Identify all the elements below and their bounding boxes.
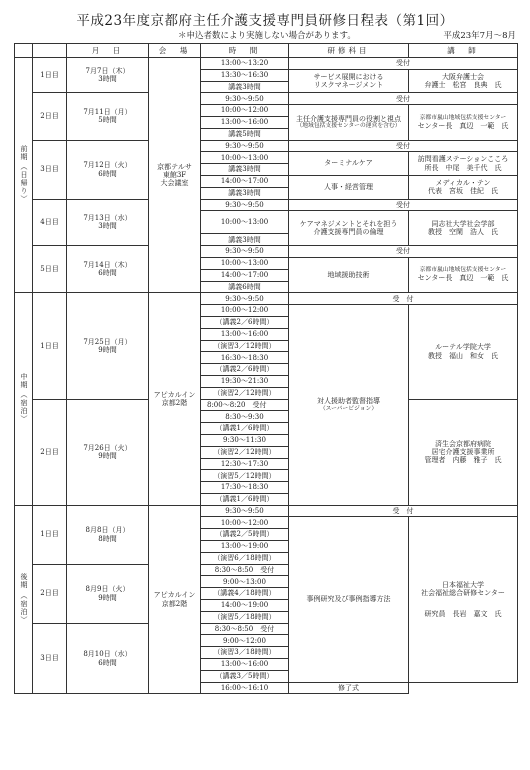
time-slot: 13:00～16:00 — [201, 328, 289, 340]
lecturer: 訪問看護ステーションこころ 所長 中尾 美千代 氏 — [409, 152, 518, 176]
time-slot: 10:00～12:00 — [201, 305, 289, 317]
lecturer: 済生会京都府病院 居宅介護支援事業所 管理者 内藤 雅子 氏 — [409, 399, 518, 505]
reception: 受付 — [289, 246, 518, 258]
time-note: （演習5／12時間） — [201, 470, 289, 482]
venue-early: 京都テルサ 東館3F 大会議室 — [149, 58, 201, 293]
time-note: （講義1／6時間） — [201, 423, 289, 435]
time-slot: 10:00～12:00 — [201, 105, 289, 117]
time-note: （演習2／12時間） — [201, 387, 289, 399]
day-label: 3日目 — [33, 140, 67, 199]
time-note: 講義3時間 — [201, 164, 289, 176]
time-note: （講義2／5時間） — [201, 529, 289, 541]
time-slot: 13:00～16:00 — [201, 659, 289, 671]
time-slot: 8:00～8:20 受付 — [201, 399, 289, 411]
lecturer: 大阪弁護士会 弁護士 松宮 良典 氏 — [409, 69, 518, 93]
reception: 受付 — [289, 93, 518, 105]
reception: 受 付 — [289, 293, 518, 305]
time-slot: 12:30～17:30 — [201, 458, 289, 470]
time-note: 講義6時間 — [201, 281, 289, 293]
time-slot: 8:30～8:50 受付 — [201, 564, 289, 576]
subject: 事例研究及び事例指導方法 — [289, 517, 409, 682]
header-term — [15, 44, 33, 58]
time-slot: 17:30～18:30 — [201, 482, 289, 494]
day-label: 2日目 — [33, 564, 67, 623]
time-note: （講義2／6時間） — [201, 316, 289, 328]
term-late: 後期 （宿泊） — [15, 505, 33, 694]
time-slot: 9:00～12:00 — [201, 635, 289, 647]
subject: 主任介護支援専門員の役割と視点 （地域包括支援センターの運営を含む） — [289, 105, 409, 140]
time-slot: 13:00～13:20 — [201, 58, 289, 70]
subject: ケアマネジメントとそれを担う 介護支援専門員の倫理 — [289, 211, 409, 246]
time-slot: 14:00～19:00 — [201, 600, 289, 612]
time-slot: 8:30～8:50 受付 — [201, 623, 289, 635]
day-label: 1日目 — [33, 293, 67, 399]
day-date: 7月13日（水） 3時間 — [67, 199, 149, 246]
time-note: （演習6／18時間） — [201, 552, 289, 564]
header-lecturer: 講 師 — [409, 44, 518, 58]
time-slot: 9:30～9:50 — [201, 246, 289, 258]
time-slot: 10:00～13:00 — [201, 211, 289, 234]
time-note: （演習5／18時間） — [201, 611, 289, 623]
subject: ターミナルケア — [289, 152, 409, 176]
subject: 地域援助技術 — [289, 257, 409, 292]
schedule-table — [14, 43, 518, 694]
time-slot: 14:00～17:00 — [201, 175, 289, 187]
lecturer: 同志社大学社会学部 教授 空閑 浩人 氏 — [409, 211, 518, 246]
lecturer: メディカル・テン 代表 宮坂 佳紀 氏 — [409, 175, 518, 199]
header-date: 月 日 — [67, 44, 149, 58]
time-note: （演習2／12時間） — [201, 446, 289, 458]
header-day — [33, 44, 67, 58]
reception: 受 付 — [289, 505, 518, 517]
venue-late: アピカルイン 京都2階 — [149, 505, 201, 694]
day-date: 7月25日（月） 9時間 — [67, 293, 149, 399]
day-date: 8月9日（火） 9時間 — [67, 564, 149, 623]
header-venue: 会 場 — [149, 44, 201, 58]
lecturer: 日本福祉大学 社会福祉総合研修センター 研究員 長岩 嘉文 氏 — [409, 517, 518, 682]
header-time: 時 間 — [201, 44, 289, 58]
time-note: 講義3時間 — [201, 234, 289, 246]
time-slot: 14:00～17:00 — [201, 269, 289, 281]
day-label: 2日目 — [33, 93, 67, 140]
lecturer: ルーテル学院大学 教授 福山 和女 氏 — [409, 305, 518, 399]
time-note: （演習3／18時間） — [201, 647, 289, 659]
day-label: 2日目 — [33, 399, 67, 505]
term-early: 前期 （日帰り） — [15, 58, 33, 293]
venue-middle: アピカルイン 京都2階 — [149, 293, 201, 505]
time-slot: 9:30～9:50 — [201, 199, 289, 211]
note: ＊申込者数により実施しない場合があります。 — [178, 31, 356, 41]
time-slot: 10:00～12:00 — [201, 517, 289, 529]
time-note: 講義5時間 — [201, 128, 289, 140]
time-slot: 9:30～9:50 — [201, 140, 289, 152]
day-label: 1日目 — [33, 58, 67, 93]
day-date: 7月7日（木） 3時間 — [67, 58, 149, 93]
time-slot: 8:30～9:30 — [201, 411, 289, 423]
time-note: （講義4／18時間） — [201, 588, 289, 600]
page-title: 平成23年度京都府主任介護支援専門員研修日程表（第1回） — [76, 13, 454, 29]
time-slot: 9:30～9:50 — [201, 93, 289, 105]
subject: 対人援助者監督指導 （スーパービジョン） — [289, 305, 409, 506]
subject: 人事・経営管理 — [289, 175, 409, 199]
term-middle: 中期 （宿泊） — [15, 293, 33, 505]
time-slot: 10:00～13:00 — [201, 152, 289, 164]
day-label: 5日目 — [33, 246, 67, 293]
time-slot: 13:00～19:00 — [201, 541, 289, 553]
time-note: 講義3時間 — [201, 187, 289, 199]
day-label: 4日目 — [33, 199, 67, 246]
lecturer: 京都市嵐山地域包括支援センター センター長 真辺 一範 氏 — [409, 257, 518, 292]
reception: 受付 — [289, 58, 518, 70]
time-slot: 10:00～13:00 — [201, 257, 289, 269]
time-slot: 13:30～16:30 — [201, 69, 289, 81]
time-slot: 16:00～16:10 — [201, 682, 289, 694]
header-subject: 研修科目 — [289, 44, 409, 58]
time-slot: 9:30～9:50 — [201, 293, 289, 305]
day-date: 8月8日（月） 8時間 — [67, 505, 149, 564]
time-slot: 19:30～21:30 — [201, 375, 289, 387]
period: 平成23年7月～8月 — [443, 31, 516, 41]
time-note: （演習3／12時間） — [201, 340, 289, 352]
time-note: （講義1／6時間） — [201, 493, 289, 505]
time-note: （講義3／5時間） — [201, 670, 289, 682]
day-date: 7月11日（月） 5時間 — [67, 93, 149, 140]
reception: 受付 — [289, 140, 518, 152]
time-slot: 16:30～18:30 — [201, 352, 289, 364]
day-date: 8月10日（水） 6時間 — [67, 623, 149, 694]
time-slot: 9:00～13:00 — [201, 576, 289, 588]
reception: 受付 — [289, 199, 518, 211]
time-note: 講義3時間 — [201, 81, 289, 93]
day-date: 7月26日（火） 9時間 — [67, 399, 149, 505]
day-label: 1日目 — [33, 505, 67, 564]
closing-ceremony: 修了式 — [289, 682, 409, 694]
time-slot: 9:30～11:30 — [201, 434, 289, 446]
header-row — [15, 44, 518, 58]
time-slot: 13:00～16:00 — [201, 116, 289, 128]
time-slot: 9:30～9:50 — [201, 505, 289, 517]
lecturer: 京都市嵐山地域包括支援センター センター長 真辺 一範 氏 — [409, 105, 518, 140]
day-date: 7月12日（火） 6時間 — [67, 140, 149, 199]
day-date: 7月14日（木） 6時間 — [67, 246, 149, 293]
time-note: （講義2／6時間） — [201, 364, 289, 376]
subject: サービス展開における リスクマネージメント — [289, 69, 409, 93]
day-label: 3日目 — [33, 623, 67, 694]
